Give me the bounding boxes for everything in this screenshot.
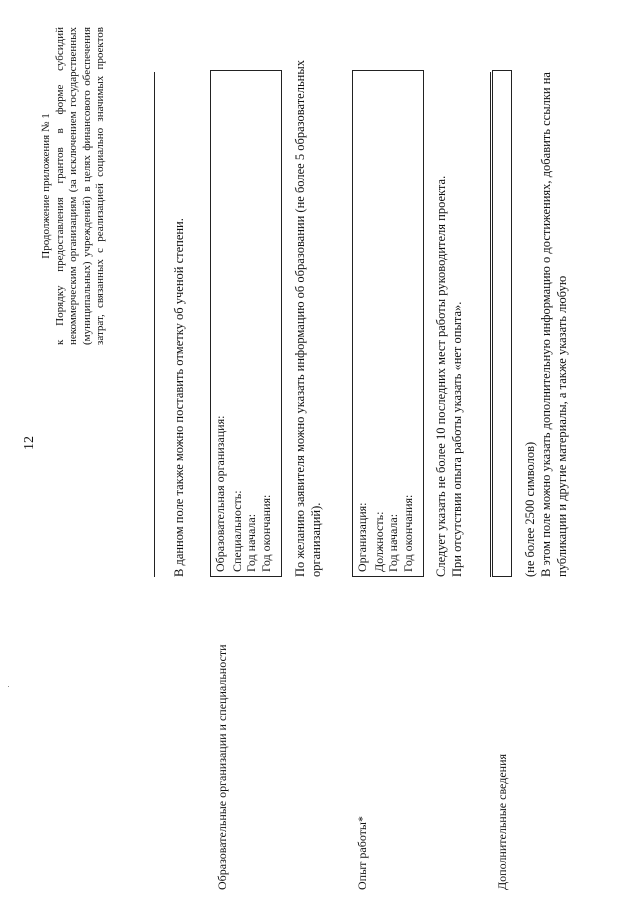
education-org-field: Образовательная организация: [213, 415, 227, 572]
appendix-header [40, 27, 108, 345]
additional-label: Дополнительные сведения [495, 753, 509, 890]
education-start-year-field: Год начала: [244, 513, 258, 572]
additional-body: В этом поле можно указать дополнительную информацию о достижениях, добавить ссылки на публикации и другие материалы, а также указать любую [539, 72, 569, 577]
experience-field-box[interactable] [352, 70, 424, 577]
experience-end-year-field: Год окончания: [400, 494, 415, 572]
education-note: По желанию заявителя можно указать информацию об образовании (не более 5 образовательных организаций). [293, 60, 323, 577]
education-specialty-field: Специальность: [229, 490, 244, 572]
education-label: Образовательные организации и специальности [215, 644, 229, 890]
additional-field-box[interactable] [492, 70, 512, 577]
appendix-title: Продолжение приложения № 1 [40, 113, 52, 259]
experience-org-field: Организация: [355, 502, 369, 572]
additional-limit: (не более 2500 символов) [523, 441, 537, 577]
section-rule-bottom [490, 72, 491, 577]
experience-start-year-field: Год начала: [386, 513, 400, 572]
experience-note-2: При отсутствии опыта работы указать «нет опыта». [450, 301, 464, 577]
degree-note: В данном поле также можно поставить отметку об ученой степени. [172, 218, 186, 577]
appendix-subtitle: к Порядку предоставления грантов в форме субсидий некоммерческим организациям (за исключением государственных (муниципальных) учреждений) в целях финансового обеспечения затрат, связанных с реализацией социально значимых проектов [53, 27, 107, 345]
education-end-year-field: Год окончания: [258, 494, 273, 572]
page-number: 12 [22, 436, 37, 450]
experience-label: Опыт работы* [355, 816, 369, 890]
section-rule-top [154, 72, 155, 577]
experience-position-field: Должность: [371, 511, 386, 572]
education-field-box[interactable] [210, 70, 282, 577]
experience-note-1: Следует указать не более 10 последних мест работы руководителя проекта. [434, 175, 448, 577]
scan-speck [8, 686, 9, 687]
